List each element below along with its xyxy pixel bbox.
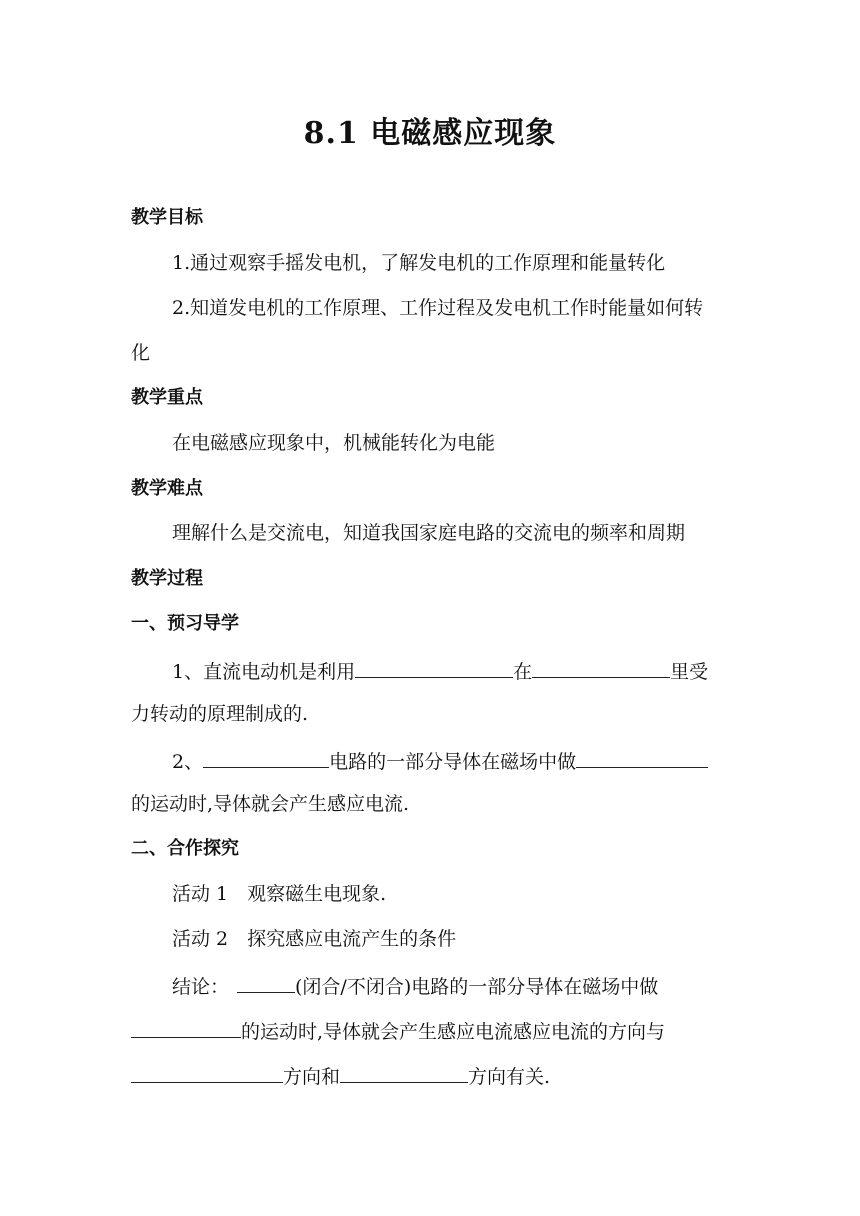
page-title: 8.1 电磁感应现象 bbox=[303, 116, 557, 151]
activity-2: 活动 2 探究感应电流产生的条件 bbox=[172, 928, 457, 950]
q2-text-a: 2、 bbox=[172, 751, 204, 773]
blank-field[interactable] bbox=[340, 1060, 468, 1083]
q1-text-c: 里受 bbox=[670, 661, 709, 683]
blank-field[interactable] bbox=[532, 655, 670, 678]
blank-field[interactable] bbox=[355, 655, 513, 678]
heading-process: 教学过程 bbox=[131, 568, 203, 589]
blank-field[interactable] bbox=[237, 970, 295, 993]
concl-text-b: (闭合/不闭合)电路的一部分导体在磁场中做 bbox=[295, 976, 659, 998]
goal-2-cont: 化 bbox=[131, 342, 151, 364]
blank-field[interactable] bbox=[576, 745, 708, 768]
key-text: 在电磁感应现象中，机械能转化为电能 bbox=[172, 432, 496, 454]
heading-goals: 教学目标 bbox=[131, 207, 203, 228]
conclusion-cont bbox=[131, 1015, 665, 1046]
goal-1: 1.通过观察手摇发电机，了解发电机的工作原理和能量转化 bbox=[172, 252, 666, 274]
activity-1: 活动 1 观察磁生电现象. bbox=[172, 883, 387, 905]
concl-text-c: 的运动时,导体就会产生感应电流感应电流的方向与 bbox=[241, 1021, 666, 1043]
blank-field[interactable] bbox=[203, 745, 329, 768]
q1-text-b: 在 bbox=[513, 661, 533, 683]
difficult-text: 理解什么是交流电，知道我国家庭电路的交流电的频率和周期 bbox=[172, 522, 686, 544]
question-2 bbox=[172, 745, 708, 776]
blank-field[interactable] bbox=[131, 1015, 241, 1038]
heading-part1: 一、预习导学 bbox=[131, 613, 239, 634]
q2-text-b: 电路的一部分导体在磁场中做 bbox=[329, 751, 577, 773]
heading-part2: 二、合作探究 bbox=[131, 838, 239, 859]
goal-2: 2.知道发电机的工作原理、工作过程及发电机工作时能量如何转 bbox=[172, 297, 704, 319]
blank-field[interactable] bbox=[131, 1060, 283, 1083]
conclusion-end bbox=[131, 1060, 550, 1091]
concl-text-e: 方向有关. bbox=[468, 1066, 551, 1088]
question-1 bbox=[172, 655, 708, 686]
conclusion bbox=[172, 970, 658, 1001]
concl-text-a: 结论： bbox=[172, 976, 230, 998]
question-1-cont: 力转动的原理制成的. bbox=[131, 703, 309, 725]
q1-text-a: 1、直流电动机是利用 bbox=[172, 661, 356, 683]
question-2-cont: 的运动时,导体就会产生感应电流. bbox=[131, 793, 410, 815]
heading-difficult: 教学难点 bbox=[131, 478, 203, 499]
heading-key: 教学重点 bbox=[131, 387, 203, 408]
concl-text-d: 方向和 bbox=[283, 1066, 341, 1088]
